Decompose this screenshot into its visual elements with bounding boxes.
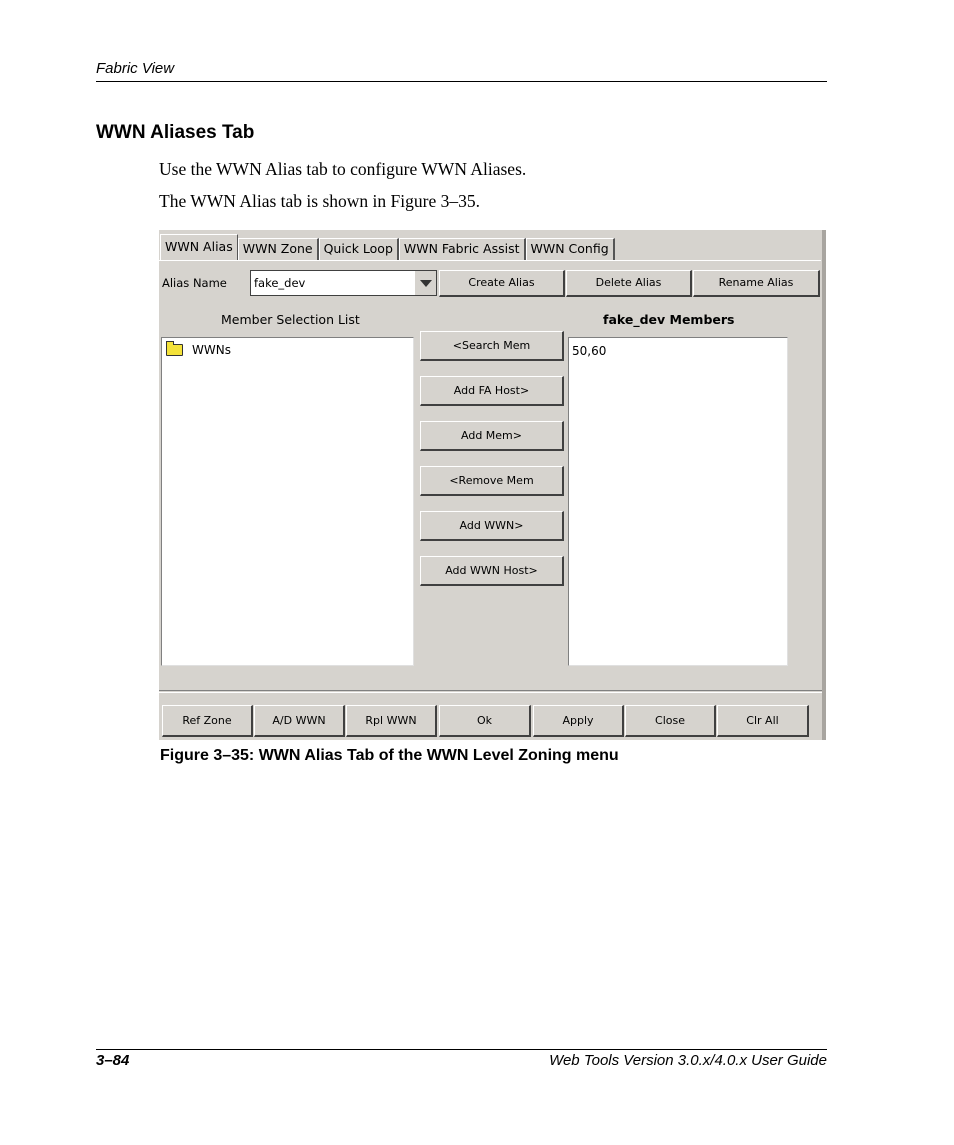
tab-quick-loop[interactable]: Quick Loop bbox=[319, 238, 399, 260]
close-button[interactable]: Close bbox=[625, 705, 716, 737]
tab-wwn-config[interactable]: WWN Config bbox=[526, 238, 615, 260]
tab-wwn-alias[interactable]: WWN Alias bbox=[160, 234, 238, 261]
delete-alias-button[interactable]: Delete Alias bbox=[566, 270, 692, 297]
rpl-wwn-button[interactable]: Rpl WWN bbox=[346, 705, 437, 737]
page-number: 3–84 bbox=[96, 1052, 130, 1069]
paragraph-2: The WWN Alias tab is shown in Figure 3–35. bbox=[159, 191, 480, 211]
create-alias-button[interactable]: Create Alias bbox=[439, 270, 565, 297]
footer-rule bbox=[96, 1049, 827, 1050]
member-selection-tree[interactable] bbox=[161, 337, 414, 666]
wwn-alias-screenshot bbox=[159, 230, 826, 740]
remove-mem-button[interactable]: <Remove Mem bbox=[420, 466, 564, 496]
alias-name-dropdown[interactable] bbox=[250, 270, 437, 296]
chevron-down-icon[interactable] bbox=[414, 271, 436, 295]
member-item[interactable]: 50,60 bbox=[572, 344, 607, 358]
folder-icon bbox=[166, 344, 183, 356]
add-wwn-button[interactable]: Add WWN> bbox=[420, 511, 564, 541]
ref-zone-button[interactable]: Ref Zone bbox=[162, 705, 253, 737]
rename-alias-button[interactable]: Rename Alias bbox=[693, 270, 820, 297]
tab-wwn-zone[interactable]: WWN Zone bbox=[238, 238, 319, 260]
paragraph-1: Use the WWN Alias tab to configure WWN Aliases. bbox=[159, 159, 527, 179]
search-mem-button[interactable]: <Search Mem bbox=[420, 331, 564, 361]
footer-title: Web Tools Version 3.0.x/4.0.x User Guide bbox=[549, 1052, 827, 1069]
header-rule bbox=[96, 81, 827, 82]
bottom-button-bar bbox=[159, 693, 822, 740]
add-mem-button[interactable]: Add Mem> bbox=[420, 421, 564, 451]
clr-all-button[interactable]: Clr All bbox=[717, 705, 809, 737]
tab-bar bbox=[160, 234, 615, 261]
add-wwn-host-button[interactable]: Add WWN Host> bbox=[420, 556, 564, 586]
alias-members-list[interactable] bbox=[568, 337, 788, 666]
ad-wwn-button[interactable]: A/D WWN bbox=[254, 705, 345, 737]
apply-button[interactable]: Apply bbox=[533, 705, 624, 737]
running-header: Fabric View bbox=[96, 60, 175, 77]
ok-button[interactable]: Ok bbox=[439, 705, 531, 737]
alias-name-value: fake_dev bbox=[254, 276, 306, 290]
alias-name-label: Alias Name bbox=[162, 276, 227, 290]
member-selection-title: Member Selection List bbox=[221, 312, 360, 327]
section-title: WWN Aliases Tab bbox=[96, 122, 255, 143]
members-title: fake_dev Members bbox=[603, 312, 735, 327]
tree-item-label: WWNs bbox=[192, 343, 231, 357]
tab-wwn-fabric-assist[interactable]: WWN Fabric Assist bbox=[399, 238, 526, 260]
figure-caption: Figure 3–35: WWN Alias Tab of the WWN Level Zoning menu bbox=[160, 747, 619, 764]
add-fa-host-button[interactable]: Add FA Host> bbox=[420, 376, 564, 406]
